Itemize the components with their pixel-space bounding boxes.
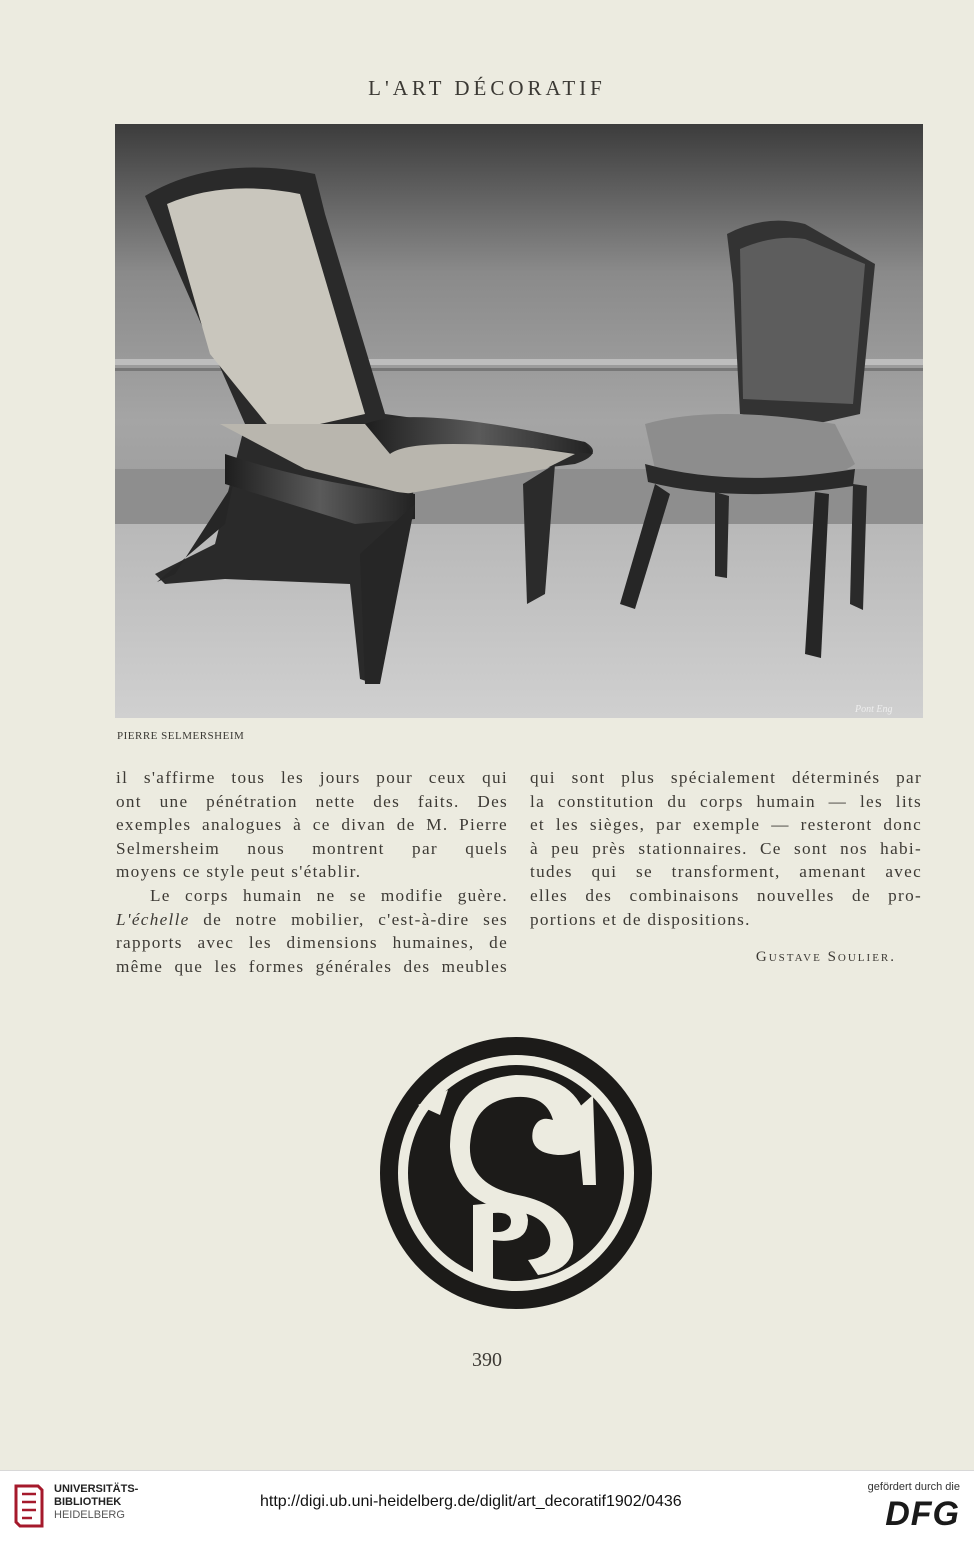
text-line: Le corps humain ne se modifie guère. <box>150 885 508 905</box>
page-number: 390 <box>472 1349 502 1371</box>
text-line: ont une pénétration nette des faits. Des <box>116 791 508 811</box>
text-line: qui sont plus spécialement déterminés par <box>530 768 922 787</box>
text-line: tudes qui se transforment, amenant avec <box>530 862 922 882</box>
digitization-footer <box>0 1470 974 1541</box>
funded-by-label: gefördert durch die <box>867 1481 960 1493</box>
monogram-ornament <box>378 1035 654 1311</box>
institution-line: HEIDELBERG <box>54 1509 125 1521</box>
furniture-photograph <box>115 124 923 718</box>
text-line: Selmersheim nous montrent par quels <box>116 838 508 858</box>
text-column-right <box>530 766 922 931</box>
text-line: la constitution du corps humain — les lits <box>530 791 922 811</box>
text-line: même que les formes générales des meubles <box>116 956 508 976</box>
text-line: moyens ce style peut s'établir. <box>116 862 362 882</box>
engraver-mark: Pont Eng <box>855 704 893 715</box>
text-line: et les sièges, par exemple — resteront donc <box>530 815 922 835</box>
author-signature: Gustave Soulier. <box>755 949 896 965</box>
text-line <box>116 908 508 932</box>
institution-line: BIBLIOTHEK <box>54 1496 122 1508</box>
institution-line: UNIVERSITÄTS- <box>54 1483 139 1495</box>
text-line: rapports avec les dimensions humaines, de <box>116 933 508 953</box>
italic-term: L'échelle <box>116 909 190 929</box>
text-line: à peu près stationnaires. Ce sont nos habi- <box>530 838 922 858</box>
text-line-rest: de notre mobilier, c'est-à-dire ses <box>189 909 508 929</box>
text-line: il s'affirme tous les jours pour ceux qui <box>116 768 508 787</box>
text-line: elles des combinaisons nouvelles de pro- <box>530 885 922 905</box>
permalink-url[interactable]: http://digi.ub.uni-heidelberg.de/diglit/art_decoratif1902/0436 <box>260 1493 682 1510</box>
institution-name <box>54 1483 138 1522</box>
figure-caption: PIERRE SELMERSHEIM <box>117 730 245 742</box>
running-title: L'ART DÉCORATIF <box>368 76 606 100</box>
text-line: exemples analogues à ce divan de M. Pierre <box>116 815 508 835</box>
university-seal-icon <box>10 1482 48 1530</box>
dfg-logo: DFG <box>885 1495 960 1533</box>
text-column-left <box>116 766 508 978</box>
text-line: portions et de dispositions. <box>530 909 751 929</box>
